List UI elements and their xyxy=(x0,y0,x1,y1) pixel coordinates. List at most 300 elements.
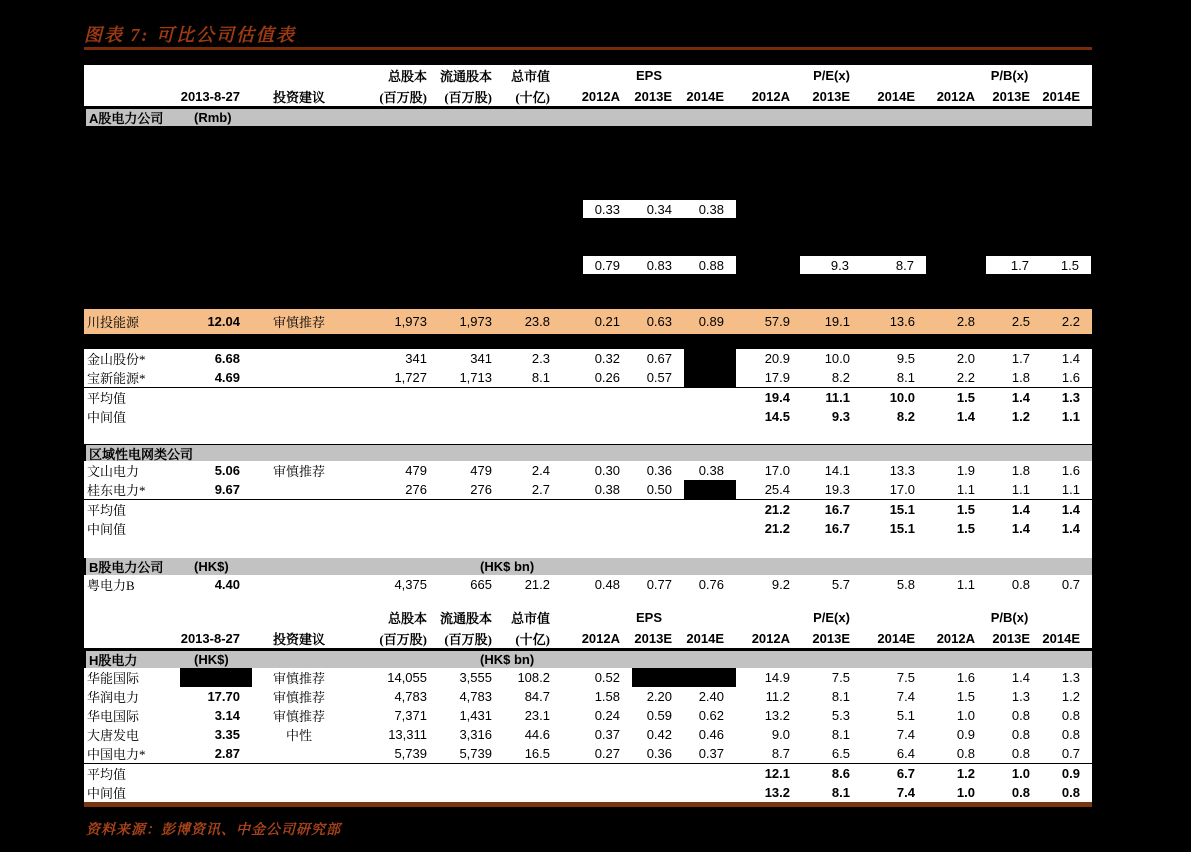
pe-cell: 8.2 xyxy=(831,370,850,385)
price-cell: 17.70 xyxy=(207,689,240,704)
company-row xyxy=(84,687,1092,706)
rating-cell xyxy=(252,349,346,368)
section-currency-unit: (HK$) xyxy=(194,652,229,667)
pe-summary-cell: 21.2 xyxy=(764,521,790,536)
eps-cell xyxy=(684,368,736,387)
column-header-block xyxy=(84,607,1092,651)
header-year: 2012A xyxy=(581,630,620,646)
eps-cell: 0.46 xyxy=(698,727,724,742)
pe-cell: 17.9 xyxy=(764,370,790,385)
float-shares-cell: 1,973 xyxy=(459,314,492,329)
summary-spacer xyxy=(180,519,736,538)
rating-cell xyxy=(252,575,346,594)
pe-cell: 17.0 xyxy=(764,463,790,478)
redacted-region xyxy=(84,126,1092,309)
redacted-overlay-row xyxy=(84,256,1091,274)
price-cell: 4.69 xyxy=(214,370,240,385)
header-spacer xyxy=(84,628,180,648)
company-name: 华润电力 xyxy=(87,690,140,705)
summary-label: 平均值 xyxy=(87,503,127,518)
section-band xyxy=(84,558,1092,575)
section-label: H股电力 xyxy=(89,653,138,668)
company-name: 金山股份* xyxy=(87,352,146,367)
header-year: 2014E xyxy=(877,630,915,646)
company-name: 文山电力 xyxy=(87,464,140,479)
overlay-value-cell: 0.83 xyxy=(632,256,684,274)
pe-cell: 5.7 xyxy=(831,577,850,592)
header-float-shares: 流通股本 xyxy=(439,611,492,626)
header-float-unit: (百万股) xyxy=(444,89,492,105)
eps-cell: 0.36 xyxy=(646,463,672,478)
summary-label: 中间值 xyxy=(87,786,127,801)
total-shares-cell: 276 xyxy=(405,482,427,497)
pb-cell: 1.1 xyxy=(1061,482,1080,497)
header-year: 2014E xyxy=(1042,630,1080,646)
pe-cell: 19.1 xyxy=(824,314,850,329)
pe-cell: 8.7 xyxy=(771,746,790,761)
header-total-shares: 总股本 xyxy=(387,69,427,84)
eps-cell: 2.20 xyxy=(646,689,672,704)
price-cell: 3.35 xyxy=(214,727,240,742)
header-year: 2012A xyxy=(751,88,790,104)
header-year: 2014E xyxy=(686,88,724,104)
pb-summary-cell: 0.8 xyxy=(1011,785,1030,800)
eps-cell: 0.67 xyxy=(646,351,672,366)
pe-cell: 9.2 xyxy=(771,577,790,592)
section-band xyxy=(84,651,1092,668)
float-shares-cell: 1,431 xyxy=(459,708,492,723)
company-name: 川投能源 xyxy=(87,315,140,330)
summary-spacer xyxy=(180,764,736,783)
section-mcap-unit: (HK$ bn) xyxy=(480,559,535,574)
rating-cell xyxy=(252,480,346,499)
overlay-value-cell: 1.5 xyxy=(1041,256,1091,274)
rating-cell: 审慎推荐 xyxy=(272,709,325,724)
header-total-shares: 总股本 xyxy=(387,611,427,626)
company-row xyxy=(84,706,1092,725)
eps-cell: 0.57 xyxy=(646,370,672,385)
pe-cell: 5.3 xyxy=(831,708,850,723)
pe-cell: 7.4 xyxy=(896,689,915,704)
market-cap-cell: 108.2 xyxy=(517,670,550,685)
total-shares-cell: 13,311 xyxy=(388,727,427,742)
section-label: A股电力公司 xyxy=(89,111,164,126)
company-row xyxy=(84,349,1092,368)
summary-spacer xyxy=(180,407,736,426)
pe-cell: 20.9 xyxy=(764,351,790,366)
pb-cell: 0.9 xyxy=(956,727,975,742)
pb-cell: 1.1 xyxy=(1011,482,1030,497)
company-name: 粤电力B xyxy=(87,578,135,593)
header-year: 2013E xyxy=(812,88,850,104)
summary-spacer xyxy=(180,783,736,802)
summary-label: 中间值 xyxy=(87,522,127,537)
eps-cell xyxy=(684,668,736,687)
company-row xyxy=(84,725,1092,744)
pe-summary-cell: 15.1 xyxy=(889,521,915,536)
header-float-shares: 流通股本 xyxy=(439,69,492,84)
pb-cell: 1.0 xyxy=(956,708,975,723)
company-name: 华能国际 xyxy=(87,671,140,686)
market-cap-cell: 2.7 xyxy=(531,482,550,497)
pb-cell: 1.4 xyxy=(1061,351,1080,366)
market-cap-cell: 8.1 xyxy=(531,370,550,385)
company-name: 大唐发电 xyxy=(87,728,140,743)
pe-cell: 10.0 xyxy=(824,351,850,366)
pb-cell: 1.5 xyxy=(956,689,975,704)
header-date: 2013-8-27 xyxy=(180,88,240,104)
market-cap-cell: 44.6 xyxy=(524,727,550,742)
pb-cell: 1.3 xyxy=(1061,670,1080,685)
redacted-overlay-row xyxy=(84,200,736,218)
float-shares-cell: 5,739 xyxy=(459,746,492,761)
overlay-spacer xyxy=(736,256,800,274)
total-shares-cell: 1,973 xyxy=(394,314,427,329)
eps-cell xyxy=(632,668,684,687)
pb-cell: 1.4 xyxy=(1011,670,1030,685)
eps-cell: 0.77 xyxy=(646,577,672,592)
header-market-cap: 总市值 xyxy=(510,69,550,84)
pe-cell: 8.1 xyxy=(831,727,850,742)
pe-cell: 8.1 xyxy=(896,370,915,385)
pe-cell: 13.2 xyxy=(764,708,790,723)
overlay-value-cell: 0.34 xyxy=(632,200,684,218)
pb-summary-cell: 1.5 xyxy=(956,502,975,517)
total-shares-cell: 341 xyxy=(405,351,427,366)
price-cell: 2.87 xyxy=(214,746,240,761)
pe-summary-cell: 7.4 xyxy=(896,785,915,800)
pb-summary-cell: 1.4 xyxy=(1011,390,1030,405)
pb-cell: 0.7 xyxy=(1061,746,1080,761)
market-cap-cell: 23.8 xyxy=(524,314,550,329)
company-row xyxy=(84,744,1092,763)
overlay-spacer xyxy=(926,256,986,274)
price-cell: 3.14 xyxy=(214,708,240,723)
market-cap-cell: 21.2 xyxy=(524,577,550,592)
pe-cell: 7.5 xyxy=(831,670,850,685)
eps-cell: 0.30 xyxy=(594,463,620,478)
header-mcap-unit: (十亿) xyxy=(515,89,550,105)
pe-summary-cell: 10.0 xyxy=(889,390,915,405)
market-cap-cell: 84.7 xyxy=(524,689,550,704)
pe-cell: 7.5 xyxy=(896,670,915,685)
pb-cell: 1.1 xyxy=(956,482,975,497)
summary-row xyxy=(84,783,1092,802)
price-cell: 4.40 xyxy=(214,577,240,592)
pe-cell: 14.1 xyxy=(824,463,850,478)
figure-title: 图表 7: 可比公司估值表 xyxy=(84,25,296,45)
column-header-block xyxy=(84,65,1092,109)
overlay-spacer xyxy=(84,200,583,218)
header-year: 2014E xyxy=(877,88,915,104)
market-cap-cell: 2.3 xyxy=(531,351,550,366)
eps-cell xyxy=(684,349,736,368)
pb-summary-cell: 1.4 xyxy=(1061,502,1080,517)
header-year: 2013E xyxy=(634,88,672,104)
overlay-value-cell: 8.7 xyxy=(861,256,926,274)
float-shares-cell: 1,713 xyxy=(459,370,492,385)
eps-cell: 0.36 xyxy=(646,746,672,761)
total-shares-cell: 1,727 xyxy=(394,370,427,385)
company-row xyxy=(84,461,1092,480)
pe-summary-cell: 13.2 xyxy=(764,785,790,800)
eps-cell: 0.26 xyxy=(594,370,620,385)
pb-cell: 0.8 xyxy=(1011,708,1030,723)
company-row xyxy=(84,309,1092,334)
company-row xyxy=(84,480,1092,499)
eps-cell: 0.59 xyxy=(646,708,672,723)
company-row xyxy=(84,668,1092,687)
rating-cell: 审慎推荐 xyxy=(272,315,325,330)
header-eps-group: EPS xyxy=(635,68,662,83)
summary-row xyxy=(84,407,1092,426)
pe-cell: 8.1 xyxy=(831,689,850,704)
pb-cell: 0.8 xyxy=(1061,727,1080,742)
rating-cell xyxy=(252,368,346,387)
float-shares-cell: 3,555 xyxy=(459,670,492,685)
pb-summary-cell: 1.0 xyxy=(956,785,975,800)
price-cell: 6.68 xyxy=(214,351,240,366)
overlay-value-cell: 9.3 xyxy=(800,256,861,274)
total-shares-cell: 4,375 xyxy=(394,577,427,592)
header-year: 2013E xyxy=(634,630,672,646)
rating-cell: 审慎推荐 xyxy=(272,690,325,705)
pb-cell: 1.3 xyxy=(1011,689,1030,704)
summary-label: 平均值 xyxy=(87,767,127,782)
pe-cell: 13.6 xyxy=(889,314,915,329)
pe-cell: 9.5 xyxy=(896,351,915,366)
section-mcap-unit: (HK$ bn) xyxy=(480,652,535,667)
float-shares-cell: 276 xyxy=(470,482,492,497)
pb-summary-cell: 1.4 xyxy=(956,409,975,424)
pe-cell: 6.5 xyxy=(831,746,850,761)
pe-summary-cell: 8.6 xyxy=(831,766,850,781)
pb-cell: 0.8 xyxy=(1011,746,1030,761)
company-name: 桂东电力* xyxy=(87,483,146,498)
section-label: B股电力公司 xyxy=(89,560,164,575)
overlay-value-cell: 0.33 xyxy=(583,200,632,218)
header-year: 2014E xyxy=(1042,88,1080,104)
pe-summary-cell: 9.3 xyxy=(831,409,850,424)
pe-cell: 5.1 xyxy=(896,708,915,723)
pe-summary-cell: 21.2 xyxy=(764,502,790,517)
eps-cell: 0.24 xyxy=(594,708,620,723)
header-pe-group: P/E(x) xyxy=(813,68,850,83)
pb-cell: 1.9 xyxy=(956,463,975,478)
header-group-row xyxy=(84,607,1092,628)
pe-cell: 13.3 xyxy=(889,463,915,478)
pb-cell: 0.8 xyxy=(1011,727,1030,742)
pe-cell: 5.8 xyxy=(896,577,915,592)
header-rating: 投资建议 xyxy=(272,89,325,105)
price-cell: 5.06 xyxy=(214,463,240,478)
pb-summary-cell: 1.4 xyxy=(1011,502,1030,517)
pb-cell: 1.8 xyxy=(1011,370,1030,385)
pe-summary-cell: 16.7 xyxy=(824,521,850,536)
header-float-unit: (百万股) xyxy=(444,631,492,647)
pe-cell: 14.9 xyxy=(764,670,790,685)
section-band xyxy=(84,109,1092,126)
pb-cell: 0.8 xyxy=(1011,577,1030,592)
pe-cell: 25.4 xyxy=(764,482,790,497)
float-shares-cell: 4,783 xyxy=(459,689,492,704)
market-cap-cell: 16.5 xyxy=(524,746,550,761)
eps-cell: 0.32 xyxy=(594,351,620,366)
eps-cell: 0.48 xyxy=(594,577,620,592)
spacer-row xyxy=(84,594,1092,607)
section-currency-unit: (HK$) xyxy=(194,559,229,574)
price-cell: 12.04 xyxy=(207,314,240,329)
price-cell xyxy=(180,668,252,687)
summary-row xyxy=(84,499,1092,519)
summary-spacer xyxy=(180,388,736,407)
summary-label: 平均值 xyxy=(87,391,127,406)
market-cap-cell: 2.4 xyxy=(531,463,550,478)
company-name: 宝新能源* xyxy=(87,371,146,386)
pe-summary-cell: 12.1 xyxy=(764,766,790,781)
header-shares-unit: (百万股) xyxy=(379,89,427,105)
pe-cell: 11.2 xyxy=(765,689,790,704)
rating-cell: 审慎推荐 xyxy=(272,464,325,479)
title-underline xyxy=(84,47,1092,50)
header-pe-group: P/E(x) xyxy=(813,610,850,625)
total-shares-cell: 5,739 xyxy=(394,746,427,761)
header-spacer xyxy=(84,65,346,86)
overlay-value-cell: 0.88 xyxy=(684,256,736,274)
eps-cell: 2.40 xyxy=(698,689,724,704)
valuation-table xyxy=(84,65,1092,807)
pb-cell: 1.6 xyxy=(1061,463,1080,478)
pe-summary-cell: 14.5 xyxy=(764,409,790,424)
overlay-value-cell: 0.79 xyxy=(583,256,632,274)
section-band xyxy=(84,444,1092,461)
header-rating: 投资建议 xyxy=(272,631,325,647)
pb-cell: 1.8 xyxy=(1011,463,1030,478)
header-sub-row xyxy=(84,86,1092,106)
summary-spacer xyxy=(180,500,736,519)
pe-cell: 57.9 xyxy=(764,314,790,329)
company-row xyxy=(84,368,1092,387)
spacer-row xyxy=(84,426,1092,444)
eps-cell: 0.38 xyxy=(698,463,724,478)
source-note: 资料来源：彭博资讯、中金公司研究部 xyxy=(86,823,341,838)
summary-row xyxy=(84,519,1092,538)
header-spacer xyxy=(84,607,346,628)
header-year: 2014E xyxy=(686,630,724,646)
pb-cell: 2.8 xyxy=(956,314,975,329)
total-shares-cell: 14,055 xyxy=(387,670,427,685)
pb-summary-cell: 0.9 xyxy=(1061,766,1080,781)
pb-cell: 1.6 xyxy=(956,670,975,685)
pb-summary-cell: 1.2 xyxy=(956,766,975,781)
company-name: 中国电力* xyxy=(87,747,146,762)
summary-label: 中间值 xyxy=(87,410,127,425)
float-shares-cell: 3,316 xyxy=(459,727,492,742)
eps-cell: 0.76 xyxy=(698,577,724,592)
pb-cell: 1.2 xyxy=(1061,689,1080,704)
summary-row xyxy=(84,763,1092,783)
total-shares-cell: 4,783 xyxy=(394,689,427,704)
eps-cell: 0.37 xyxy=(698,746,724,761)
rating-cell xyxy=(252,744,346,763)
pb-summary-cell: 0.8 xyxy=(1061,785,1080,800)
pb-summary-cell: 1.5 xyxy=(956,521,975,536)
pb-cell: 0.8 xyxy=(956,746,975,761)
pe-cell: 6.4 xyxy=(896,746,915,761)
header-group-row xyxy=(84,65,1092,86)
header-year: 2012A xyxy=(936,88,975,104)
total-shares-cell: 479 xyxy=(405,463,427,478)
header-year: 2012A xyxy=(581,88,620,104)
header-mcap-unit: (十亿) xyxy=(515,631,550,647)
eps-cell: 0.42 xyxy=(646,727,672,742)
eps-cell: 0.63 xyxy=(646,314,672,329)
eps-cell: 1.58 xyxy=(594,689,620,704)
eps-cell xyxy=(684,480,736,499)
pe-cell: 19.3 xyxy=(824,482,850,497)
pe-summary-cell: 15.1 xyxy=(889,502,915,517)
company-row xyxy=(84,575,1092,594)
overlay-value-cell: 0.38 xyxy=(684,200,736,218)
float-shares-cell: 665 xyxy=(470,577,492,592)
pe-summary-cell: 8.1 xyxy=(831,785,850,800)
header-date: 2013-8-27 xyxy=(180,630,240,646)
pb-cell: 2.2 xyxy=(956,370,975,385)
header-eps-group: EPS xyxy=(635,610,662,625)
pb-cell: 2.2 xyxy=(1061,314,1080,329)
pe-summary-cell: 16.7 xyxy=(824,502,850,517)
pb-summary-cell: 1.4 xyxy=(1061,521,1080,536)
pb-cell: 1.1 xyxy=(956,577,975,592)
header-shares-unit: (百万股) xyxy=(379,631,427,647)
pe-summary-cell: 8.2 xyxy=(896,409,915,424)
market-cap-cell: 23.1 xyxy=(524,708,550,723)
spacer-row xyxy=(84,538,1092,558)
pe-cell: 17.0 xyxy=(889,482,915,497)
rating-cell: 审慎推荐 xyxy=(272,671,325,686)
float-shares-cell: 479 xyxy=(470,463,492,478)
pb-summary-cell: 1.0 xyxy=(1011,766,1030,781)
summary-row xyxy=(84,387,1092,407)
header-spacer xyxy=(84,86,180,106)
pb-summary-cell: 1.1 xyxy=(1061,409,1080,424)
pb-summary-cell: 1.4 xyxy=(1011,521,1030,536)
float-shares-cell: 341 xyxy=(470,351,492,366)
section-currency-unit: (Rmb) xyxy=(194,110,232,125)
overlay-spacer xyxy=(84,256,583,274)
section-label: 区域性电网类公司 xyxy=(89,446,194,462)
pb-summary-cell: 1.2 xyxy=(1011,409,1030,424)
price-cell: 9.67 xyxy=(214,482,240,497)
pb-cell: 1.6 xyxy=(1061,370,1080,385)
pb-summary-cell: 1.3 xyxy=(1061,390,1080,405)
pe-summary-cell: 11.1 xyxy=(825,390,850,405)
pb-summary-cell: 1.5 xyxy=(956,390,975,405)
pe-cell: 9.0 xyxy=(771,727,790,742)
header-market-cap: 总市值 xyxy=(510,611,550,626)
pb-cell: 2.0 xyxy=(956,351,975,366)
eps-cell: 0.37 xyxy=(594,727,620,742)
header-year: 2012A xyxy=(751,630,790,646)
pb-cell: 2.5 xyxy=(1011,314,1030,329)
header-year: 2013E xyxy=(992,630,1030,646)
eps-cell: 0.27 xyxy=(594,746,620,761)
company-name: 华电国际 xyxy=(87,709,140,724)
eps-cell: 0.89 xyxy=(698,314,724,329)
pb-cell: 0.8 xyxy=(1061,708,1080,723)
pe-summary-cell: 19.4 xyxy=(764,390,790,405)
header-pb-group: P/B(x) xyxy=(990,610,1029,625)
